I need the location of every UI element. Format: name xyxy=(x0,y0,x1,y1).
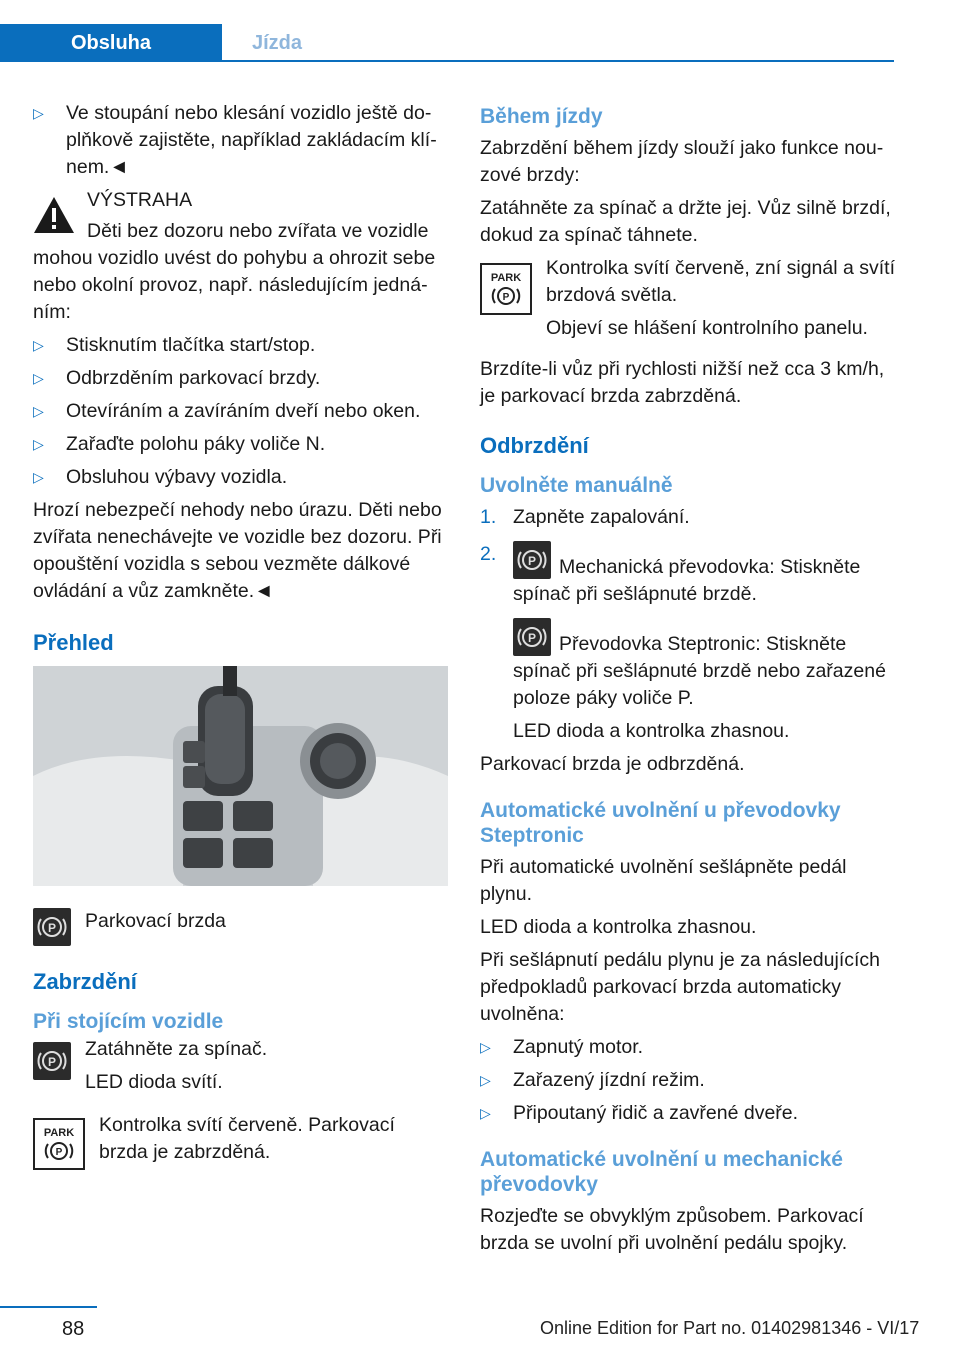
list-item xyxy=(33,332,448,359)
paragraph: Parkovací brzda je odbrzděná. xyxy=(480,753,745,775)
subheading-manualne: Uvolněte manuálně xyxy=(480,474,673,497)
paragraph: Kontrolka svítí červeně. Parkovací brzda je zabrzděná. xyxy=(99,1114,395,1163)
heading-zabrzdeni: Zabrzdění xyxy=(33,969,137,994)
tab-jizda[interactable]: Jízda xyxy=(251,32,303,54)
parking-brake-button-icon xyxy=(33,1042,71,1080)
paragraph: LED dioda a kontrolka zhasnou. xyxy=(480,916,757,938)
parking-brake-button-icon xyxy=(513,541,551,579)
svg-text:P: P xyxy=(527,631,537,645)
paragraph: Rozjeďte se obvyklým způsobem. Parkovací brzda se uvolní při uvolnění pedálu spojky. xyxy=(480,1205,864,1254)
bullet-text: Zapnutý motor. xyxy=(513,1036,644,1058)
step-text: Zapněte zapalování. xyxy=(513,506,690,528)
subheading-auto-steptronic: Automatické uvolnění u převodovky Steptronic xyxy=(480,799,841,847)
bullet-triangle-icon: ▷ xyxy=(480,1072,491,1088)
bullet-triangle-icon: ▷ xyxy=(33,337,44,353)
icon-row xyxy=(33,1112,448,1174)
bullet-triangle-icon: ▷ xyxy=(33,370,44,386)
paragraph: Brzdíte-li vůz při rychlosti nižší než cca 3 km/h, je parkovací brzda zabrzděná. xyxy=(480,358,885,407)
svg-text:P: P xyxy=(527,554,537,568)
heading-prehled: Přehled xyxy=(33,630,114,655)
list-item xyxy=(480,718,900,745)
svg-text:PARK: PARK xyxy=(43,1127,75,1139)
list-item xyxy=(480,618,900,712)
list-item xyxy=(480,1067,900,1094)
tab-obsluha[interactable]: Obsluha xyxy=(0,24,222,62)
console-photo xyxy=(33,666,448,886)
bullet-triangle-icon: ▷ xyxy=(33,105,44,121)
warning-triangle-icon xyxy=(33,195,75,235)
subheading-auto-mech: Automatické uvolnění u mechanické převodovky xyxy=(480,1148,843,1196)
list-item xyxy=(480,1100,900,1127)
svg-text:P: P xyxy=(47,921,57,935)
footer-rule xyxy=(0,1306,97,1308)
list-item xyxy=(33,100,448,181)
right-column xyxy=(480,100,900,1263)
icon-row xyxy=(33,902,448,950)
bullet-text: Odbrzděním parkovací brzdy. xyxy=(66,367,321,389)
paragraph: Kontrolka svítí červeně, zní signál a svítí brzdová světla. xyxy=(546,257,895,306)
list-item xyxy=(33,431,448,458)
warning-end: Hrozí nebezpečí nehody nebo úrazu. Děti nebo zvířata nenechávejte ve vozidle bez dozoru. Při opouštění vozidla s sebou vezměte dálkové ovládání a vůz zamkněte.◄ xyxy=(33,499,442,602)
bullet-triangle-icon: ▷ xyxy=(33,436,44,452)
warning-block xyxy=(33,187,448,326)
bullet-text: Připoutaný řidič a zavřené dveře. xyxy=(513,1102,799,1124)
list-item xyxy=(33,464,448,491)
paragraph: Při sešlápnutí pedálu plynu je za následujících předpokladů parkovací brzda automaticky uvolněna: xyxy=(480,949,880,1025)
paragraph: Při automatické uvolnění sešlápněte pedál plynu. xyxy=(480,856,847,905)
park-indicator-icon xyxy=(480,263,532,315)
list-item xyxy=(480,504,900,531)
step-text: Mechanická převodovka: Stiskněte spínač při sešlápnuté brzdě. xyxy=(513,556,861,605)
svg-text:P: P xyxy=(55,1147,63,1158)
bullet-triangle-icon: ▷ xyxy=(480,1039,491,1055)
subheading-stojici: Při stojícím vozidle xyxy=(33,1010,224,1033)
bullet-text: Otevíráním a zavíráním dveří nebo oken. xyxy=(66,400,421,422)
step-text: Převodovka Steptronic: Stiskněte spínač při sešlápnuté brzdě nebo zařazené poloze páky voliče P. xyxy=(513,633,886,709)
page-number: 88 xyxy=(62,1318,85,1340)
svg-text:PARK: PARK xyxy=(490,272,522,284)
bullet-text: Stisknutím tlačítka start/stop. xyxy=(66,334,316,356)
paragraph: Zatáhněte za spínač. xyxy=(85,1038,268,1060)
paragraph: Zatáhněte za spínač a držte jej. Vůz silně brzdí, dokud za spínač táhnete. xyxy=(480,197,891,246)
svg-text:P: P xyxy=(502,292,510,303)
bullet-triangle-icon: ▷ xyxy=(480,1105,491,1121)
list-item xyxy=(33,398,448,425)
park-indicator-icon xyxy=(33,1118,85,1170)
parking-brake-button-icon xyxy=(33,908,71,946)
paragraph: Zabrzdění během jízdy slouží jako funkce nouzové brzdy: xyxy=(480,137,884,186)
left-column xyxy=(33,100,448,1182)
step-number: 1. xyxy=(480,506,497,528)
step-number: 2. xyxy=(480,543,497,565)
bullet-text: Zařazený jízdní režim. xyxy=(513,1069,705,1091)
warning-title: VÝSTRAHA xyxy=(87,189,193,211)
warning-text: Děti bez dozoru nebo zvířata ve vozidle mohou vozidlo uvést do pohybu a ohrozit sebe nebo okolní provoz, např. následujícím jednáním: xyxy=(33,220,436,323)
icon-label: Parkovací brzda xyxy=(85,910,226,932)
bullet-text: Obsluhou výbavy vozidla. xyxy=(66,466,288,488)
parking-brake-button-icon xyxy=(513,618,551,656)
paragraph: LED dioda svítí. xyxy=(85,1071,223,1093)
heading-odbrzdeni: Odbrzdění xyxy=(480,433,589,458)
bullet-text: Ve stoupání nebo klesání vozidlo ještě doplňkově zajistěte, například zakládacím klínem.◄ xyxy=(66,102,437,178)
bullet-text: Zařaďte polohu páky voliče N. xyxy=(66,433,326,455)
icon-row xyxy=(480,255,900,348)
icon-row xyxy=(33,1036,448,1102)
list-item xyxy=(33,365,448,392)
list-item xyxy=(480,1034,900,1061)
bullet-triangle-icon: ▷ xyxy=(33,403,44,419)
step-text: LED dioda a kontrolka zhasnou. xyxy=(513,720,790,742)
list-item xyxy=(480,541,900,608)
footer-edition: Online Edition for Part no. 01402981346 - VI/17 xyxy=(540,1318,920,1338)
subheading-behem: Během jízdy xyxy=(480,105,603,128)
gear-selector-illustration xyxy=(33,666,448,886)
bullet-triangle-icon: ▷ xyxy=(33,469,44,485)
paragraph: Objeví se hlášení kontrolního panelu. xyxy=(546,317,868,339)
svg-text:P: P xyxy=(47,1055,57,1069)
header-rule xyxy=(222,60,894,62)
